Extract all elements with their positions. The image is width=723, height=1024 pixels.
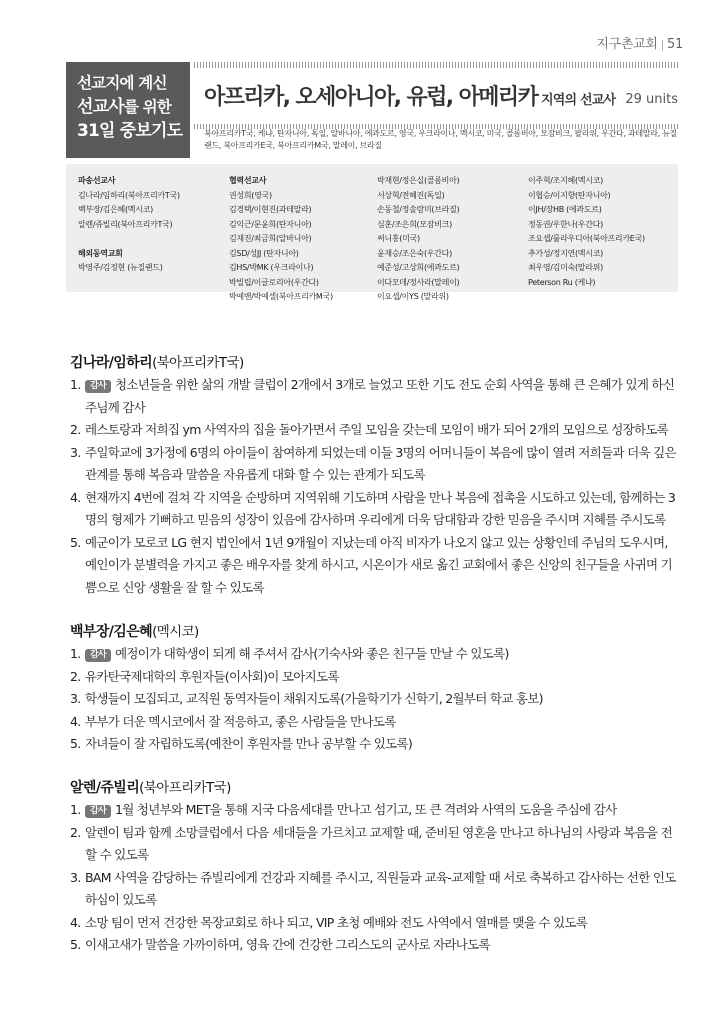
- prayer-item-number: 4.: [70, 489, 81, 505]
- missionary-group-heading: 해외동역교회: [78, 248, 123, 258]
- page-number: 51: [667, 37, 683, 52]
- prayer-item: [70, 733, 680, 756]
- banner-label-line3: 31일 중보기도: [77, 121, 183, 141]
- prayer-item-text: 이새고새가 말씀을 가까이하며, 영육 간에 건강한 그리스도의 군사로 자라나도록: [85, 937, 490, 952]
- prayer-item-number: 1.: [70, 377, 81, 392]
- missionary-name: 써니홍(미국): [377, 234, 420, 243]
- missionary-column-3: [377, 174, 459, 305]
- missionary-name: 이주혁/조지혜(멕시코): [528, 176, 603, 185]
- prayer-item-text: 자녀들이 잘 자립하도록(예찬이 후원자를 만나 공부할 수 있도록): [85, 736, 413, 751]
- missionary-name: 박예밴/박예셀(북아프리카M국): [229, 292, 333, 301]
- missionary-name: 이요셉/이YS (말라위): [377, 292, 449, 301]
- prayer-item: [70, 374, 680, 419]
- prayer-item-number: 3.: [70, 691, 81, 706]
- missionary-name: 알렌/쥬빌리(북아프리카T국): [78, 219, 173, 229]
- prayer-item-number: 1.: [70, 646, 81, 661]
- prayer-item-number: 5.: [70, 736, 81, 751]
- prayer-item: [70, 934, 680, 957]
- mission-region: (북아프리카T국): [152, 355, 244, 371]
- banner-label-bold: 선교사: [77, 97, 124, 117]
- missionary-names: 김나라/임하리: [70, 355, 153, 371]
- missionary-column-1: [78, 174, 180, 276]
- banner-count: 29 units: [625, 92, 678, 107]
- prayer-item-number: 4.: [70, 713, 81, 729]
- prayer-item-text: 현재까지 4번에 걸쳐 각 지역을 순방하며 지역위해 기도하며 사람을 만나 복음에 접촉을 시도하고 있는데, 함께하는 3명의 형제가 기뻐하고 믿음의 성장이 있음에 감사하며 우리에게 더욱 담대함과 강한 믿음을 주시며 지혜를 주시도록: [85, 489, 676, 527]
- prayer-item-number: 3.: [70, 869, 81, 885]
- header-divider: |: [660, 38, 665, 51]
- missionary-name: [78, 232, 180, 247]
- prayer-item-number: 4.: [70, 914, 81, 930]
- missionary-name: 이JH/장HB (에콰도르): [528, 205, 602, 214]
- prayer-item-text: BAM 사역을 감당하는 쥬빌리에게 건강과 지혜를 주시고, 직원들과 교육-교제할 때 서로 축복하고 감사하는 선한 인도하심이 있도록: [85, 869, 676, 907]
- mission-region: (북아프리카T국): [139, 780, 231, 796]
- banner-label-line1: 선교지에 계신: [77, 74, 167, 92]
- prayer-item: [70, 532, 680, 600]
- prayer-section: [70, 777, 680, 957]
- missionary-name: 백부장/김은혜(멕시코): [78, 205, 153, 214]
- missionary-name: 김SD/성JJ (탄자니아): [229, 248, 299, 258]
- prayer-item: [70, 822, 680, 867]
- thanks-badge: 감사: [85, 380, 111, 393]
- prayer-item: [70, 867, 680, 912]
- missionary-name: 조요셉/룰라우디아(북아프리카E국): [528, 234, 645, 243]
- banner-title-sub: 지역의 선교사: [537, 93, 616, 108]
- missionary-name: 심훈/조은희(모잠비크): [377, 219, 452, 229]
- banner-title: [204, 80, 615, 111]
- prayer-item-text: 청소년들을 위한 삶의 개발 클럽이 2개에서 3개로 늘었고 또한 기도 전도 순회 사역을 통해 큰 은혜가 있게 하신 주님께 감사: [85, 377, 675, 415]
- banner-stripe-top: [194, 62, 678, 68]
- prayer-item-number: 5.: [70, 937, 81, 952]
- mission-region: (멕시코): [152, 624, 199, 640]
- missionary-list-box: [66, 164, 678, 301]
- banner-label-rest: 를 위한: [123, 98, 171, 116]
- prayer-item: [70, 688, 680, 711]
- missionary-name: 김HS/박MK (우크라이나): [229, 263, 314, 272]
- thanks-badge: 감사: [85, 805, 111, 818]
- missionary-name: 예준성/고상희(에콰도르): [377, 263, 460, 272]
- missionary-name: 김나라/임하리(북아프리카T국): [78, 190, 180, 200]
- prayer-item-text: 주일학교에 3가정에 6명의 아이들이 참여하게 되었는데 이들 3명의 어머니들이 복음에 많이 열려 저희들과 더욱 깊은 관계를 통해 복음과 말씀을 자유롭게 대화 할 수 있는 관계가 되도록: [85, 444, 676, 482]
- prayer-item: [70, 419, 680, 442]
- page-header: [596, 33, 683, 52]
- prayer-item-text: 레스토랑과 저희집 ym 사역자의 집을 돌아가면서 주일 모임을 갖는데 모임이 배가 되어 2개의 모임으로 성장하도록: [85, 422, 669, 437]
- prayer-item: [70, 799, 680, 822]
- missionary-name: 최우영/김미숙(말라위): [528, 263, 603, 272]
- prayer-section: [70, 352, 680, 599]
- missionary-name: 김재진/최금희(알바니아): [229, 234, 312, 243]
- prayer-item-text: 소망 팀이 먼저 건강한 목장교회로 하나 되고, VIP 초청 예배와 전도 사역에서 열매를 맺을 수 있도록: [85, 914, 588, 930]
- missionary-name: 권성희(영국): [229, 190, 272, 200]
- missionary-name: 정동권/우한나(우간다): [528, 219, 603, 229]
- prayer-item-number: 5.: [70, 534, 81, 550]
- prayer-section: [70, 621, 680, 756]
- prayer-item-text: 부부가 더운 멕시코에서 잘 적응하고, 좋은 사람들을 만나도록: [85, 713, 396, 729]
- missionary-names: 알렌/쥬빌리: [70, 780, 140, 796]
- missionary-name: 박재현/정은실(콜롬비아): [377, 176, 460, 185]
- missionary-name: 이협승/이지향(탄자니아): [528, 190, 611, 200]
- missionary-column-2: [229, 174, 333, 305]
- banner-label-block: [66, 62, 190, 158]
- prayer-item-text: 학생들이 모집되고, 교직원 동역자들이 채워지도록(가을학기가 신학기, 2월부터 학교 홍보): [85, 691, 543, 706]
- prayer-item-number: 2.: [70, 668, 81, 684]
- banner-label-line2: [77, 95, 190, 119]
- prayer-item: [70, 711, 680, 734]
- missionary-group-heading: 협력선교사: [229, 176, 267, 185]
- missionary-name: 박영주/김정현 (뉴질랜드): [78, 263, 163, 272]
- prayer-item-text: 예정이가 대학생이 되게 해 주셔서 감사(기숙사와 좋은 친구들 만날 수 있도록): [115, 646, 509, 661]
- prayer-item-number: 2.: [70, 824, 81, 840]
- missionary-name: 서상혁/전혜진(독일): [377, 190, 445, 200]
- missionary-column-4: [528, 174, 645, 290]
- missionary-names: 백부장/김은혜: [70, 624, 153, 640]
- missionary-name: Peterson Ru (케냐): [528, 277, 596, 287]
- prayer-banner: [66, 62, 678, 158]
- prayer-item-number: 3.: [70, 444, 81, 460]
- section-title: [70, 352, 680, 374]
- section-title: [70, 621, 680, 643]
- banner-title-main: 아프리카, 오세아니아, 유럽, 아메리카: [204, 85, 538, 110]
- prayer-item: [70, 666, 680, 689]
- prayer-item: [70, 487, 680, 532]
- missionary-name: 윤재승/조은숙(우간다): [377, 248, 452, 258]
- prayer-item-text: 1월 청년부와 MET을 통해 지국 다음세대를 만나고 섬기고, 또 큰 격려와 사역의 도움을 주심에 감사: [115, 802, 617, 817]
- section-title: [70, 777, 680, 799]
- prayer-item: [70, 643, 680, 666]
- missionary-name: 추가성/정지연(멕시코): [528, 248, 603, 258]
- missionary-name: 김익근/문윤희(탄자니아): [229, 219, 312, 229]
- prayer-item: [70, 912, 680, 935]
- prayer-item-number: 2.: [70, 422, 81, 437]
- prayer-item: [70, 442, 680, 487]
- missionary-name: 이다모데/정사라(말레이): [377, 277, 460, 287]
- missionary-group-heading: 파송선교사: [78, 176, 116, 185]
- prayer-item-number: 1.: [70, 802, 81, 817]
- prayer-item-text: 예군이가 모로코 LG 현지 법인에서 1년 9개월이 지났는데 아직 비자가 나오지 않고 있는 상황인데 주님의 도우시며, 예인이가 분별력을 가지고 좋은 배우자를 찾게 하시고, 시온이가 새로 옮긴 교회에서 좋은 신앙의 친구들을 사귀며 기쁨으로 신앙 생활을 잘 할 수 있도록: [85, 534, 673, 595]
- thanks-badge: 감사: [85, 649, 111, 662]
- missionary-name: 손동철/정솔람미(브라질): [377, 205, 460, 214]
- prayer-item-text: 알렌이 팀과 함께 소망클럽에서 다음 세대들을 가르치고 교제할 때, 준비된 영혼을 만나고 하나님의 사랑과 복음을 전할 수 있도록: [85, 824, 673, 862]
- missionary-name: 박빌립/이글로리아(우간다): [229, 277, 319, 287]
- missionary-name: 김경택/이현진(과테말라): [229, 205, 312, 214]
- prayer-item-text: 유카탄국제대학의 후원자들(이사회)이 모아지도록: [85, 668, 339, 684]
- church-name: 지구촌교회: [596, 37, 658, 52]
- country-list: 북아프리카T국, 케냐, 탄자니아, 독일, 알바니아, 에콰도르, 영국, 우크라이나, 멕시코, 미국, 콜롬비아, 모잠비크, 팔라위, 우간다, 과테말라, 뉴질랜드, 북아프리카E국, 북아프리카M국, 말레이, 브라질: [204, 129, 677, 150]
